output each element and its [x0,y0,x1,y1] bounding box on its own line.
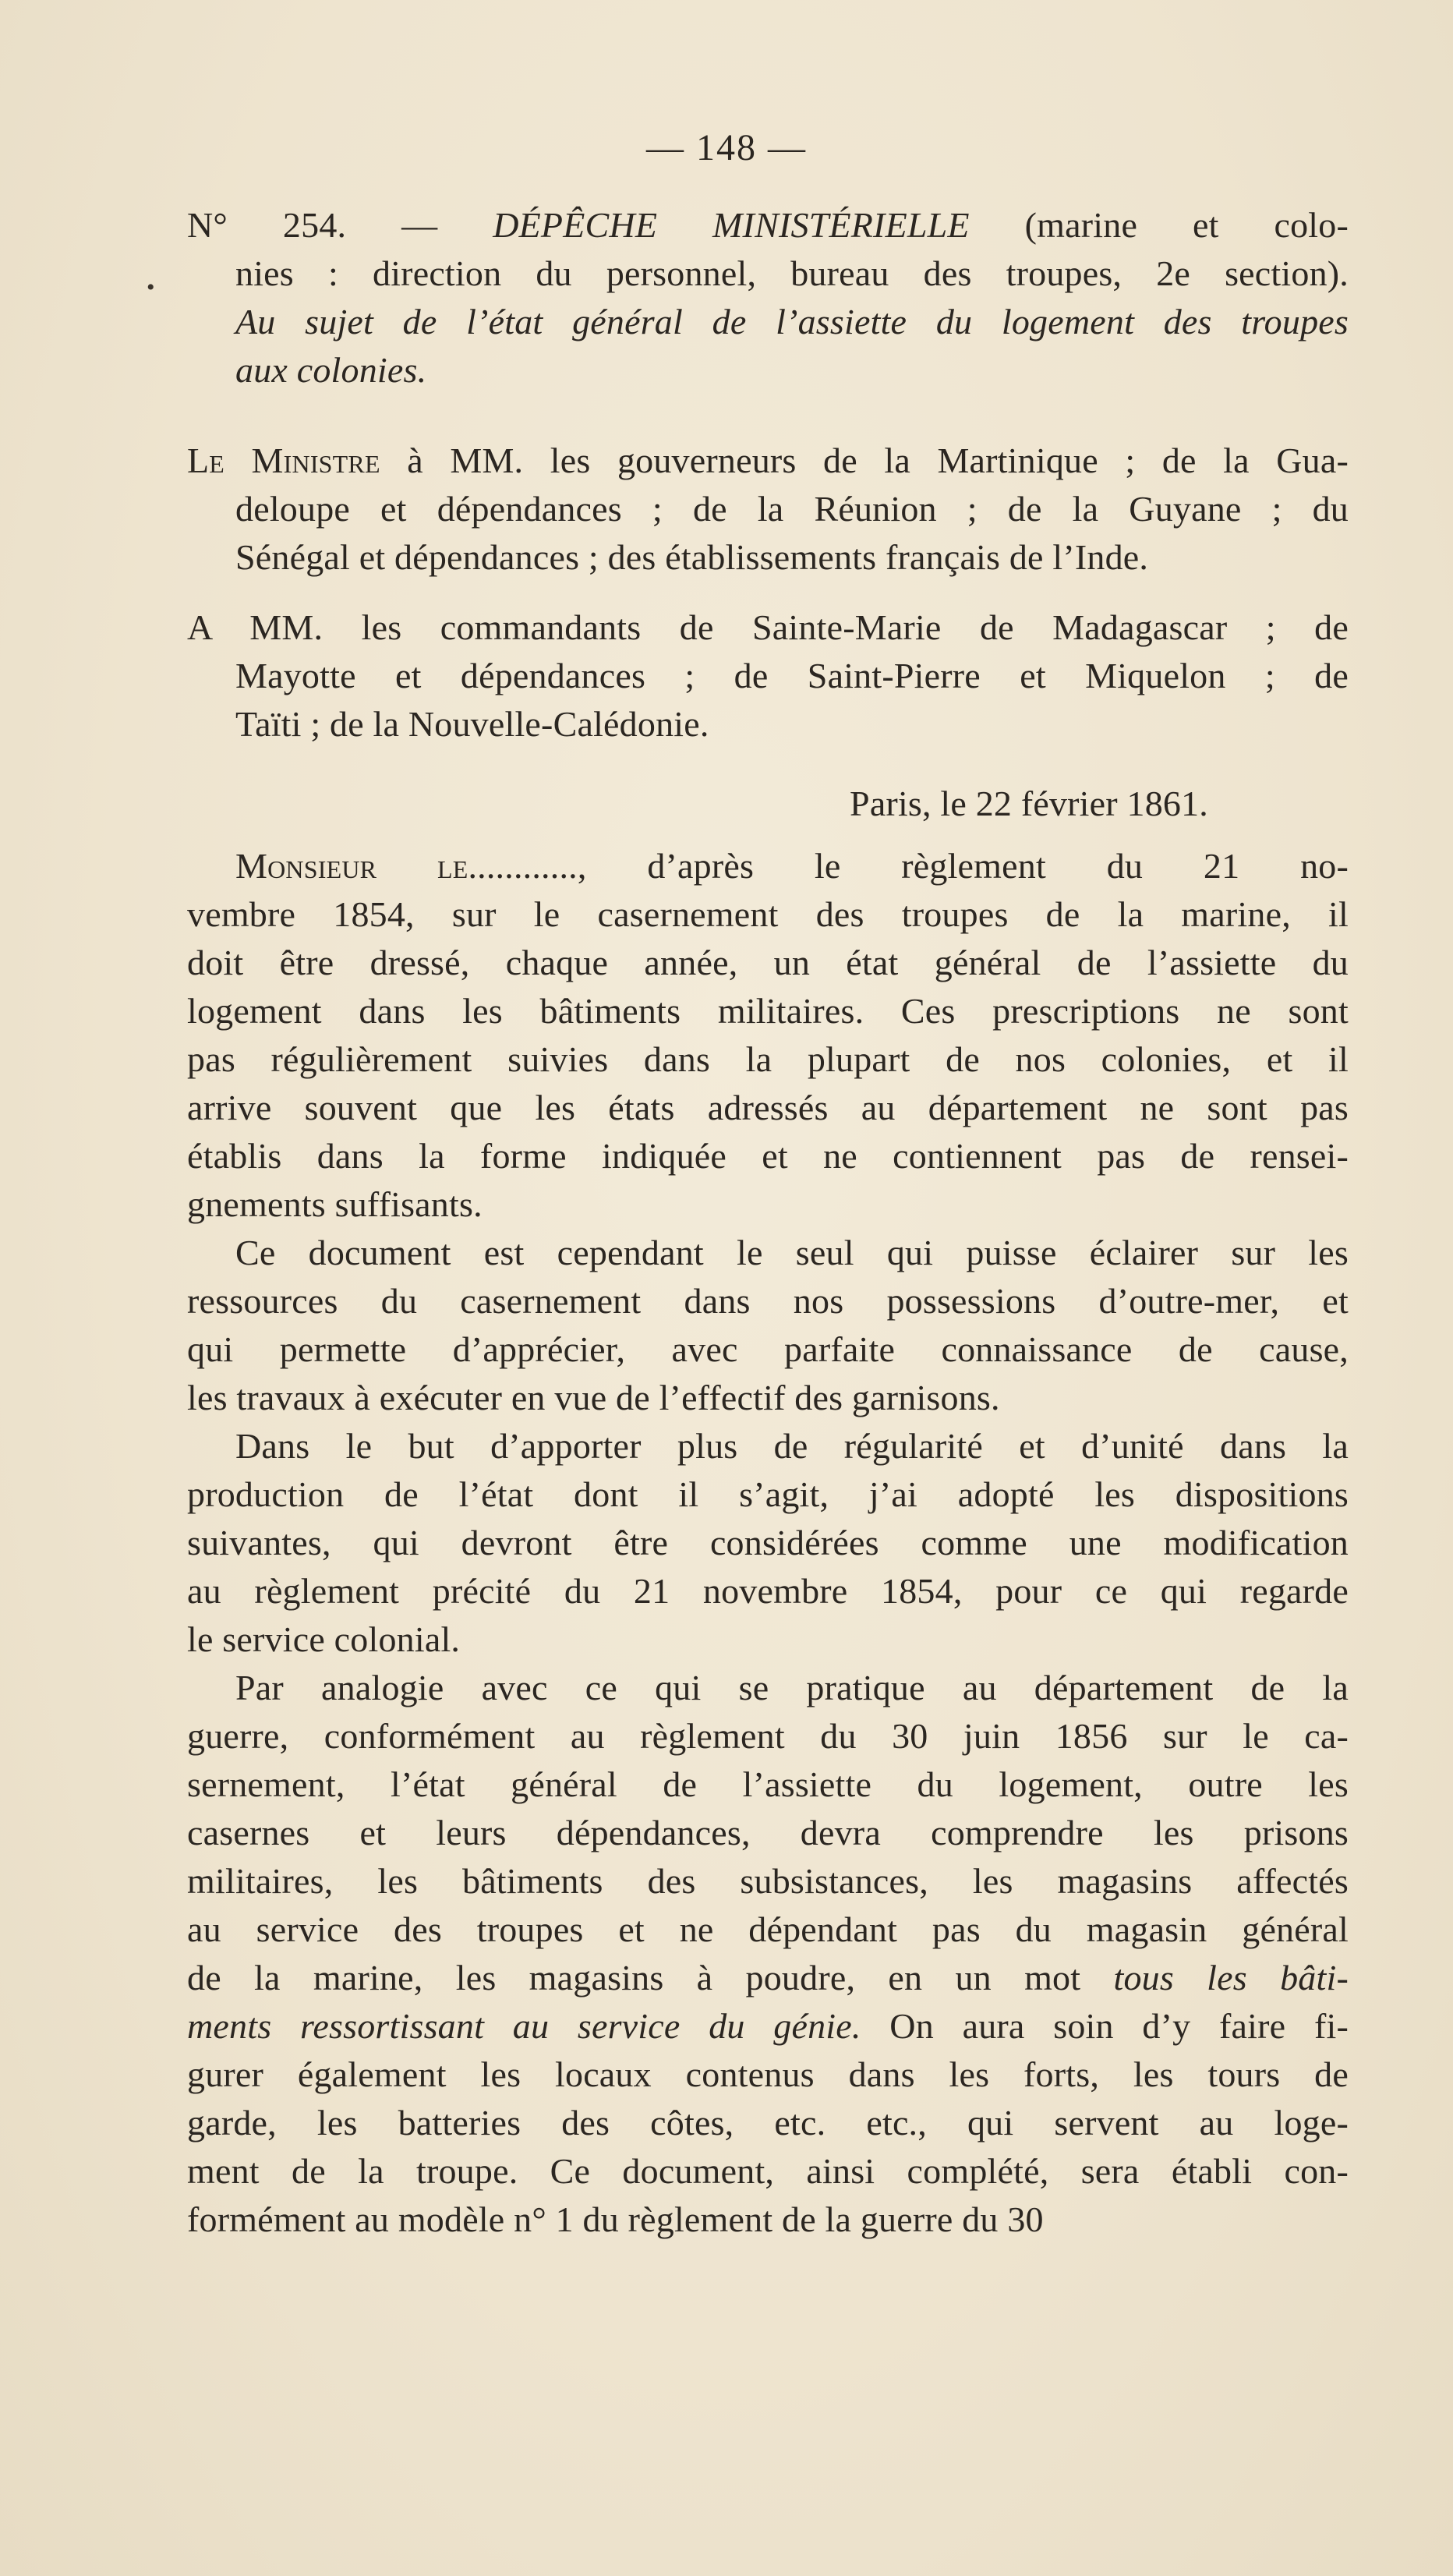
text-run: aux colonies. [235,350,427,390]
header-line [187,249,1349,298]
text-run: pas régulièrement suivies dans la plupart de nos colonies, et il [187,1039,1349,1079]
paragraph [187,1664,1349,2244]
margin-bullet-mark: • [147,274,155,300]
addressee-line [187,603,1349,652]
text-run: sernement, l’état général de l’assiette du logement, outre les [187,1764,1349,1804]
addressee-line [187,437,1349,485]
paragraph-line [187,1325,1349,1374]
text-run: A MM. les commandants de Sainte-Marie de Madagascar ; de [187,607,1349,647]
text-run: vembre 1854, sur le casernement des troupes de la marine, il [187,894,1349,934]
paragraph [187,1229,1349,1422]
text-run: suivantes, qui devront être considérées comme une modification [187,1523,1349,1562]
text-run: guerre, conformément au règlement du 30 juin 1856 sur le ca- [187,1716,1349,1756]
addressee-line [187,485,1349,533]
paragraph-line [187,1132,1349,1180]
paragraph-line [187,1712,1349,1760]
header-line [187,346,1349,395]
text-run: ............, d’après le règlement du 21 no- [468,846,1349,886]
text-run: doit être dressé, chaque année, un état général de l’assiette du [187,943,1349,982]
addressee-ministre [187,437,1349,582]
paragraph-line [187,2196,1349,2244]
paragraph-line [187,939,1349,987]
paragraph-line [187,1857,1349,1905]
text-run: Dans le but d’apporter plus de régularité et d’unité dans la [235,1426,1349,1466]
text-run: au règlement précité du 21 novembre 1854, pour ce qui regarde [187,1571,1349,1611]
text-run: militaires, les bâtiments des subsistances, les magasins affectés [187,1861,1349,1901]
text-run: ressources du casernement dans nos possessions d’outre-mer, et [187,1281,1349,1321]
text-run: Par analogie avec ce qui se pratique au département de la [235,1668,1349,1707]
paragraph-line [187,1422,1349,1470]
paragraph-line [187,987,1349,1035]
addressee-line [187,533,1349,582]
header-line [187,298,1349,346]
paragraph-line [187,1905,1349,1954]
text-run: nies : direction du personnel, bureau des troupes, 2e section). [235,253,1349,293]
text-run: production de l’état dont il s’agit, j’ai adopté les dispositions [187,1474,1349,1514]
addressee-line [187,700,1349,748]
paragraph-line [187,1615,1349,1664]
paragraph-line [187,1664,1349,1712]
text-run: au service des troupes et ne dépendant pas du magasin général [187,1909,1349,1949]
text-run: Mayotte et dépendances ; de Saint-Pierre et Miquelon ; de [235,656,1349,695]
text-run: à MM. les gouverneurs de la Martinique ; de la Gua- [380,441,1349,480]
paragraph-line [187,2002,1349,2051]
paragraph-line [187,1035,1349,1084]
dateline [187,780,1208,828]
paragraph-line [187,1519,1349,1567]
paragraph-line [187,1954,1349,2002]
text-run: Le Ministre [187,441,380,480]
paragraph-line [187,1567,1349,1615]
paragraph-line [187,2147,1349,2196]
paragraph-line [187,890,1349,939]
text-run: On aura soin d’y faire fi- [861,2006,1349,2046]
text-run: Au sujet de l’état général de l’assiette du logement des troupes [235,302,1349,341]
paragraph [187,1422,1349,1664]
header-line [187,201,1349,249]
paragraph-line [187,842,1349,890]
paragraph-line [187,1374,1349,1422]
addressee-commandants [187,603,1349,748]
text-run: Monsieur le [235,846,468,886]
paragraph-line [187,1760,1349,1809]
paragraph-line [187,1809,1349,1857]
text-run: (marine et colo- [969,205,1349,245]
addressee-line [187,652,1349,700]
paragraph-line [187,1277,1349,1325]
page-number: — 148 — [646,127,807,168]
text-run: DÉPÊCHE MINISTÉRIELLE [493,205,970,245]
text-run: tous les bâti- [1113,1958,1349,1997]
text-run: qui permette d’apprécier, avec parfaite connaissance de cause, [187,1329,1349,1369]
text-run: logement dans les bâtiments militaires. Ces prescriptions ne sont [187,991,1349,1031]
text-run: gnements suffisants. [187,1184,483,1224]
paragraph-line [187,2099,1349,2147]
text-run: arrive souvent que les états adressés au département ne sont pas [187,1088,1349,1127]
text-run: Taïti ; de la Nouvelle-Calédonie. [235,704,709,744]
text-run: N° 254. — [187,205,493,245]
text-run: deloupe et dépendances ; de la Réunion ; de la Guyane ; du [235,489,1349,529]
text-run: ments ressortissant au service du génie. [187,2006,861,2046]
letter-body [187,842,1349,2244]
text-run: gurer également les locaux contenus dans les forts, les tours de [187,2054,1349,2094]
paragraph [187,842,1349,1229]
paragraph-line [187,1180,1349,1229]
paragraph-line [187,2051,1349,2099]
dispatch-header [187,201,1349,395]
dateline-text: Paris, le 22 février 1861. [850,784,1208,823]
text-run: ment de la troupe. Ce document, ainsi complété, sera établi con- [187,2151,1349,2191]
text-run: garde, les batteries des côtes, etc. etc., qui servent au loge- [187,2103,1349,2143]
paragraph-line [187,1229,1349,1277]
text-run: formément au modèle n° 1 du règlement de la guerre du 30 [187,2199,1044,2239]
text-run: Sénégal et dépendances ; des établissements français de l’Inde. [235,537,1149,577]
text-run: les travaux à exécuter en vue de l’effectif des garnisons. [187,1378,1000,1417]
text-run: le service colonial. [187,1619,461,1659]
paragraph-line [187,1470,1349,1519]
text-run: Ce document est cependant le seul qui puisse éclairer sur les [235,1233,1349,1272]
text-run: casernes et leurs dépendances, devra comprendre les prisons [187,1813,1349,1852]
text-run: de la marine, les magasins à poudre, en un mot [187,1958,1114,1997]
paragraph-line [187,1084,1349,1132]
text-run: établis dans la forme indiquée et ne contiennent pas de rensei- [187,1136,1349,1176]
